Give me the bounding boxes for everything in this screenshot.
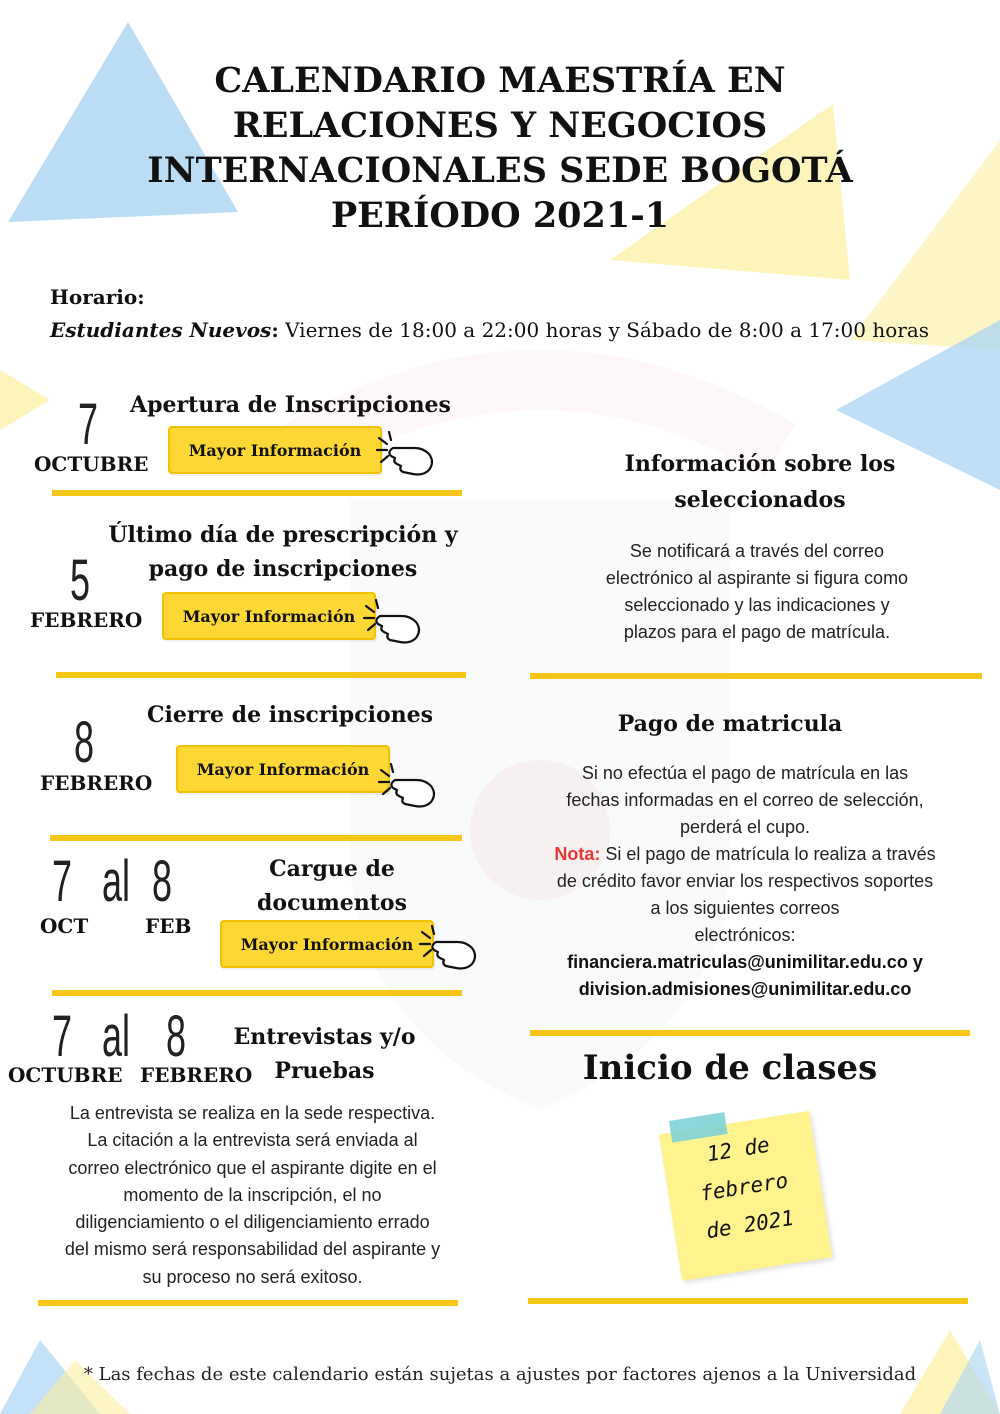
text-line: electrónico al aspirante si figura como (605, 568, 909, 588)
event-month: FEBRERO (40, 771, 153, 795)
text-line: seleccionado y las indicaciones y (624, 595, 890, 615)
horario-label: Horario: (50, 285, 145, 309)
event-title (232, 852, 432, 920)
event-day: 7 (78, 392, 99, 457)
sticky-note (657, 1099, 831, 1273)
text-line: Si no efectúa el pago de matrícula en las (581, 763, 909, 783)
seleccionados-title (560, 446, 960, 518)
pointing-hand-icon (362, 596, 424, 646)
divider (530, 1030, 970, 1036)
event-title-line: Entrevistas y/o (233, 1024, 416, 1050)
event-title (222, 1020, 427, 1088)
event-connector: al (102, 849, 130, 914)
text-line: su proceso no será exitoso. (142, 1266, 363, 1287)
decor-triangle-left-yellow (0, 370, 60, 450)
event-day-to: 8 (152, 849, 173, 914)
event-month: FEBRERO (30, 608, 143, 632)
pointing-hand-icon (377, 760, 439, 810)
horario-colon: : (271, 318, 279, 342)
horario-text: Viernes de 18:00 a 22:00 horas y Sábado de 8:00 a 17:00 horas (278, 318, 930, 342)
mayor-informacion-button[interactable]: Mayor Información (176, 745, 390, 793)
inicio-clases-title: Inicio de clases (582, 1048, 878, 1088)
event-title-line: Último día de prescripción y (108, 522, 458, 548)
text-line: correo electrónico que el aspirante digite en el (68, 1157, 437, 1178)
email-line: financiera.matriculas@unimilitar.edu.co y (567, 952, 923, 972)
text-line (520, 841, 970, 868)
text-line: del mismo será responsabilidad del aspirante y (64, 1239, 441, 1260)
pago-text (520, 760, 970, 1003)
divider (56, 672, 466, 678)
email-line: division.admisiones@unimilitar.edu.co (578, 979, 912, 999)
mayor-informacion-button[interactable]: Mayor Información (220, 920, 434, 968)
note-line: 12 de (705, 1132, 772, 1167)
event-month-from: OCT (40, 914, 89, 938)
pago-title: Pago de matricula (617, 711, 843, 737)
event-day-to: 8 (166, 1004, 187, 1069)
heading-line: Información sobre los (624, 451, 896, 477)
event-day: 5 (70, 548, 91, 613)
entrevista-description (30, 1100, 475, 1291)
divider (50, 835, 462, 841)
event-day-from: 7 (52, 849, 73, 914)
note-line: febrero (698, 1168, 790, 1206)
sticky-note-text (660, 1119, 828, 1255)
heading-line: seleccionados (674, 487, 846, 513)
event-month-from: OCTUBRE (8, 1063, 123, 1087)
divider (530, 673, 982, 679)
event-title (108, 518, 458, 586)
text-line: Se notificará a través del correo (629, 541, 885, 561)
event-title: Cierre de inscripciones (146, 702, 433, 728)
title-line: INTERNACIONALES SEDE BOGOTÁ (147, 150, 853, 191)
event-month-to: FEBRERO (140, 1063, 253, 1087)
event-month-to: FEB (145, 914, 192, 938)
event-title-line: Cargue de (269, 856, 395, 882)
title-line: CALENDARIO MAESTRÍA EN (214, 60, 786, 101)
footer-disclaimer: * Las fechas de este calendario están sujetas a ajustes por factores ajenos a la Universidad (83, 1364, 917, 1385)
mayor-informacion-button[interactable]: Mayor Información (162, 592, 376, 640)
pointing-hand-icon (375, 428, 437, 478)
horario-schedule (50, 318, 929, 342)
mayor-informacion-button[interactable]: Mayor Información (168, 426, 382, 474)
text-line: a los siguientes correos (650, 898, 840, 918)
event-title: Apertura de Inscripciones (130, 392, 451, 418)
pointing-hand-icon (418, 922, 480, 972)
event-connector: al (102, 1004, 130, 1069)
text-line: de crédito favor enviar los respectivos soportes (556, 871, 934, 891)
note-line: de 2021 (704, 1205, 796, 1244)
horario-group-label: Estudiantes Nuevos (50, 318, 272, 342)
event-day: 8 (74, 710, 95, 775)
page-title (100, 58, 900, 238)
text-line: La entrevista se realiza en la sede respectiva. (69, 1103, 436, 1123)
text-line: electrónicos: (694, 925, 796, 945)
title-line: RELACIONES Y NEGOCIOS (232, 105, 768, 146)
event-day-from: 7 (52, 1004, 73, 1069)
nota-label: Nota: (554, 844, 601, 864)
event-month: OCTUBRE (34, 452, 149, 476)
text-line: plazos para el pago de matrícula. (623, 622, 891, 642)
divider (52, 990, 462, 996)
divider (52, 490, 462, 496)
seleccionados-text (557, 538, 957, 646)
event-title-line: documentos (257, 890, 407, 916)
divider (528, 1298, 968, 1304)
event-title-line: Pruebas (274, 1058, 375, 1084)
title-line: PERÍODO 2021-1 (330, 195, 670, 236)
nota-text: Si el pago de matrícula lo realiza a través (600, 844, 936, 864)
event-title-line: pago de inscripciones (148, 556, 418, 582)
divider (38, 1300, 458, 1306)
text-line: momento de la inscripción, el no (123, 1184, 382, 1205)
text-line: fechas informadas en el correo de selección, (566, 790, 924, 810)
text-line: perderá el cupo. (679, 817, 811, 837)
text-line: diligenciamiento o el diligenciamiento errado (75, 1212, 430, 1233)
text-line: La citación a la entrevista será enviada al (87, 1130, 418, 1151)
